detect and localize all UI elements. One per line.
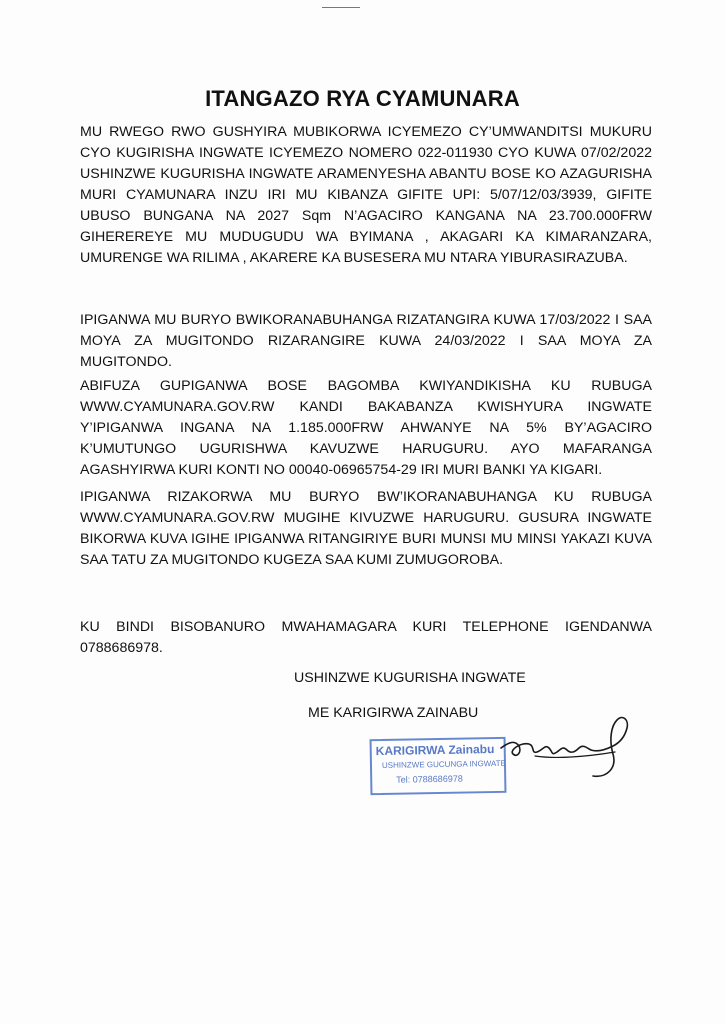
top-edge-mark — [322, 0, 360, 8]
paragraph-registration: ABIFUZA GUPIGANWA BOSE BAGOMBA KWIYANDIKISHA KU RUBUGA WWW.CYAMUNARA.GOV.RW KANDI BAKABANZA KWISHYURA INGWATE Y’IPIGANWA INGANA NA 1.185.000FRW AHWANYE NA 5% BY’AGACIRO K’UMUTUNGO UGURISHWA KAVUZWE HARUGURU. AYO MAFARANGA AGASHYIRWA KURI KONTI NO 00040-06965754-29 IRI MURI BANKI YA KIGARI. — [80, 378, 652, 478]
paragraph-auction-notice: MU RWEGO RWO GUSHYIRA MUBIKORWA ICYEMEZO CY’UMWANDITSI MUKURU CYO KUGIRISHA INGWATE ICYEMEZO NOMERO 022-011930 CYO KUWA 07/02/2022 USHINZWE KUGURISHA INGWATE ARAMENYESHA ABANTU BOSE KO AZAGURISHA MURI CYAMUNARA INZU IRI MU KIBANZA GIFITE UPI: 5/07/12/03/3939, GIFITE UBUSO BUNGANA NA 2027 Sqm N’AGACIRO KANGANA NA 23.700.000FRW GIHEREREYE MU MUDUGUDU WA BYIMANA , AKAGARI KA KIMARANZARA, UMURENGE WA RILIMA , AKARERE KA BUSESERA MU NTARA YIBURASIRAZUBA. — [80, 124, 652, 266]
handwritten-signature — [495, 712, 645, 782]
signatory-name: ME KARIGIRWA ZAINABU — [308, 705, 479, 721]
paragraph-bidding-dates: IPIGANWA MU BURYO BWIKORANABUHANGA RIZATANGIRA KUWA 17/03/2022 I SAA MOYA ZA MUGITONDO RIZARANGIRE KUWA 24/03/2022 I SAA MOYA ZA MUGITONDO. — [80, 312, 652, 370]
signatory-role: USHINZWE KUGURISHA INGWATE — [294, 670, 526, 686]
page-title: ITANGAZO RYA CYAMUNARA — [205, 86, 520, 111]
official-stamp — [370, 737, 507, 795]
stamp-title: USHINZWE GUCUNGA INGWATE — [381, 758, 507, 770]
paragraph-visiting: IPIGANWA RIZAKORWA MU BURYO BW’IKORANABUHANGA KU RUBUGA WWW.CYAMUNARA.GOV.RW MUGIHE KIVUZWE HARUGURU. GUSURA INGWATE BIKORWA KUVA IGIHE IPIGANWA RITANGIRIYE BURI MUNSI MU MINSI YAKAZI KUVA SAA TATU ZA MUGITONDO KUGEZA SAA KUMI ZUMUGOROBA. — [80, 489, 652, 568]
stamp-phone: Tel: 0788686978 — [396, 773, 463, 785]
stamp-name: KARIGIRWA Zainabu — [375, 742, 495, 759]
paragraph-contact: KU BINDI BISOBANURO MWAHAMAGARA KURI TELEPHONE IGENDANWA 0788686978. — [80, 619, 652, 656]
